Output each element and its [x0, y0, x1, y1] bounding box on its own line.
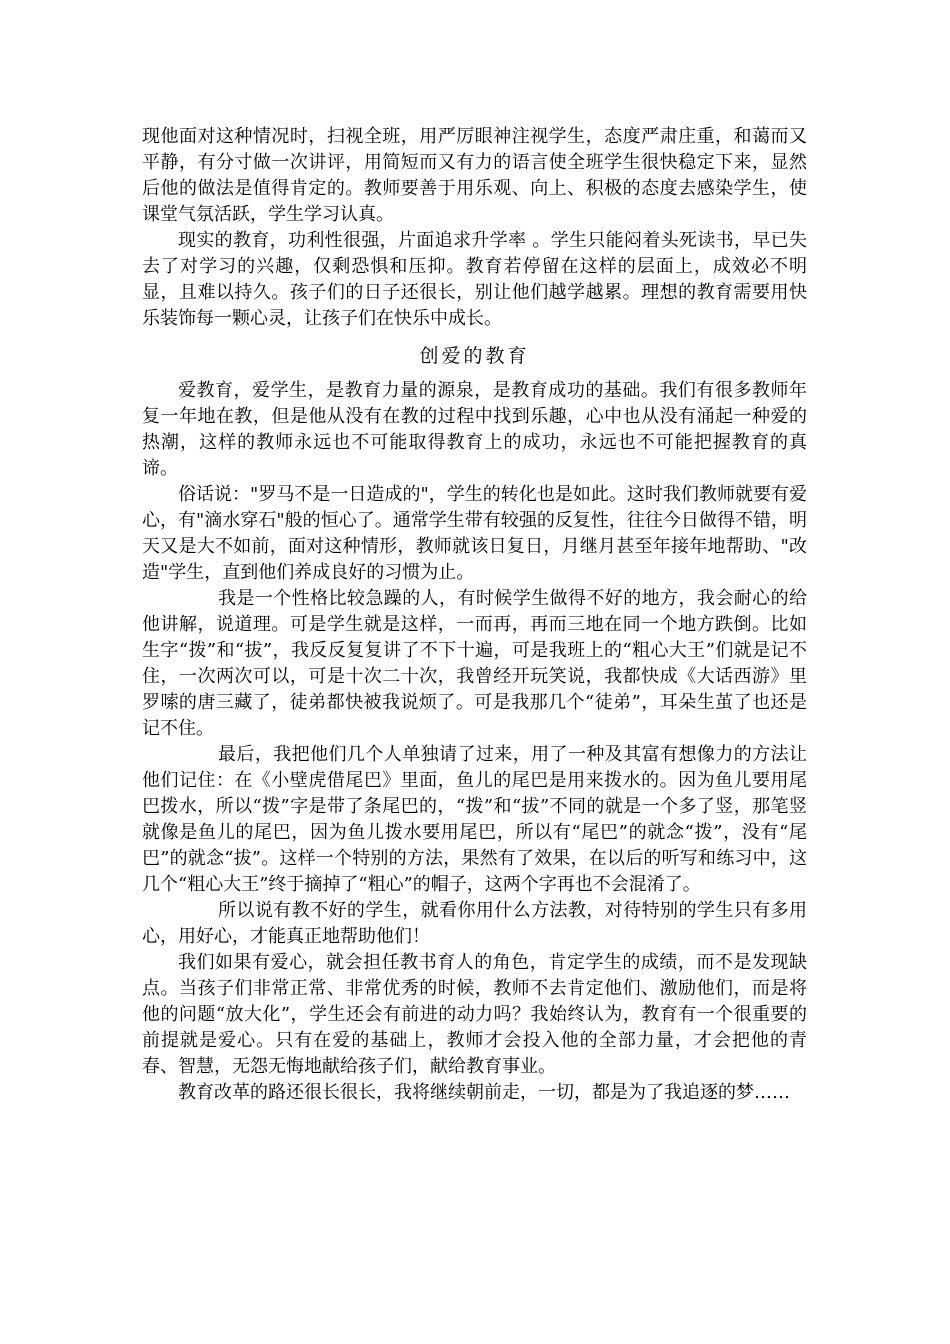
paragraph-6: 最后，我把他们几个人单独请了过来，用了一种及其富有想像力的方法让他们记住：在《小壁虎借尾巴》里面，鱼儿的尾巴是用来拨水的。因为鱼儿要用尾巴拨水，所以“拨”字是带了条尾巴的，“拨”和“拔”不同的就是一个多了竖，那笔竖就像是鱼儿的尾巴，因为鱼儿拨水要用尾巴，所以有“尾巴”的就念“拨”，没有“尾巴”的就念“拔”。这样一个特别的方法，果然有了效果，在以后的听写和练习中，这几个“粗心大王”终于摘掉了“粗心”的帽子，这两个字再也不会混淆了。	[142, 744, 807, 895]
paragraph-3: 爱教育，爱学生，是教育力量的源泉，是教育成功的基础。我们有很多教师年复一年地在教，但是他从没有在教的过程中找到乐趣，心中也从没有涌起一种爱的热潮，这样的教师永远也不可能取得教育上的成功，永远也不可能把握教育的真谛。	[142, 380, 807, 479]
paragraph-1: 现他面对这种情况时，扫视全班，用严厉眼神注视学生，态度严肃庄重，和蔼而又平静，有分寸做一次讲评，用简短而又有力的语言使全班学生很快稳定下来，显然后他的做法是值得肯定的。教师要善于用乐观、向上、积极的态度去感染学生，使课堂气氛活跃，学生学习认真。	[142, 126, 807, 225]
paragraph-2: 现实的教育，功利性很强，片面追求升学率 。学生只能闷着头死读书，早已失去了对学习的兴趣，仅剩恐惧和压抑。教育若停留在这样的层面上，成效必不明显，且难以持久。孩子们的日子还很长，别让他们越学越累。理想的教育需要用快乐装饰每一颗心灵，让孩子们在快乐中成长。	[142, 230, 807, 329]
paragraph-5: 我是一个性格比较急躁的人，有时候学生做得不好的地方，我会耐心的给他讲解，说道理。可是学生就是这样，一而再，再而三地在同一个地方跌倒。比如生字“拨”和“拔”，我反反复复讲了不下十遍，可是我班上的“粗心大王”们就是记不住，一次两次可以，可是十次二十次，我曾经开玩笑说，我都快成《大话西游》里罗嗦的唐三藏了，徒弟都快被我说烦了。可是我那几个“徒弟”，耳朵生茧了也还是记不住。	[142, 588, 807, 739]
paragraph-8: 我们如果有爱心，就会担任教书育人的角色，肯定学生的成绩，而不是发现缺点。当孩子们非常正常、非常优秀的时候，教师不去肯定他们、激励他们，而是将他的问题“放大化”，学生还会有前进的动力吗？我始终认为，教育有一个很重要的前提就是爱心。只有在爱的基础上，教师才会投入他的全部力量，才会把他的青春、智慧，无怨无悔地献给孩子们，献给教育事业。	[142, 952, 807, 1077]
document-body	[142, 124, 807, 1106]
paragraph-7: 所以说有教不好的学生，就看你用什么方法教，对待特别的学生只有多用心，用好心，才能真正地帮助他们！	[142, 900, 807, 947]
paragraph-9: 教育改革的路还很长很长，我将继续朝前走，一切，都是为了我追逐的梦……	[178, 1082, 790, 1103]
paragraph-4: 俗话说："罗马不是一日造成的"，学生的转化也是如此。这时我们教师就要有爱心，有"滴水穿石"般的恒心了。通常学生带有较强的反复性，往往今日做得不错，明天又是大不如前，面对这种情形，教师就该日复日，月继月甚至年接年地帮助、"改造"学生，直到他们养成良好的习惯为止。	[142, 484, 807, 583]
section-title: 创爱的教育	[419, 345, 530, 367]
